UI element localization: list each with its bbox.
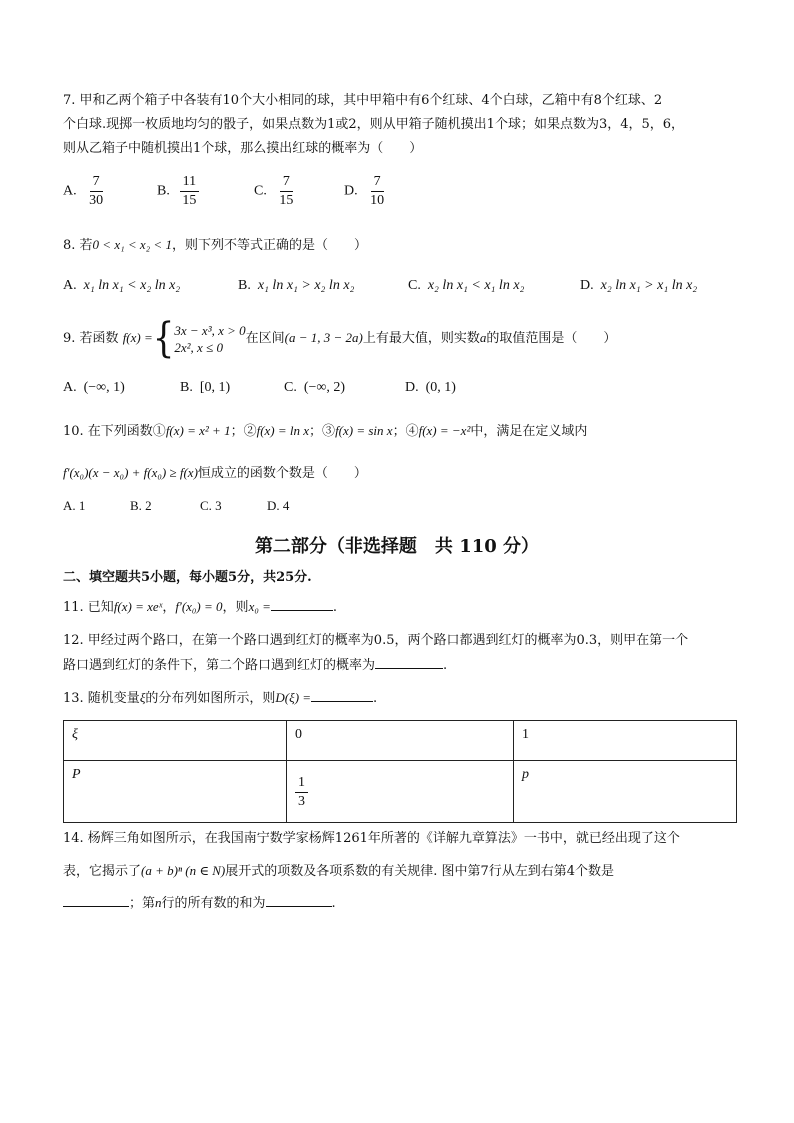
- q12-line-2: 路口遇到红灯的条件下，第二个路口遇到红灯的概率为 .: [63, 658, 448, 673]
- q13-answer-blank[interactable]: [311, 689, 373, 702]
- q10-inequality: f′(x₀)(x − x₀) + f(x₀) ≥ f(x): [63, 465, 198, 480]
- q11-answer-blank[interactable]: [271, 598, 333, 611]
- q14-line-1: 14. 杨辉三角如图所示，在我国南宁数学家杨辉1261年所著的《详解九章算法》一书中，就已经出现了这个: [63, 831, 680, 846]
- left-brace-icon: {: [152, 314, 175, 363]
- option-fraction: $\frac{7}{10}$: [370, 174, 385, 208]
- q8-stem: 8. 若0 < x₁ < x₂ < 1，则下列不等式正确的是（ ）: [63, 237, 367, 253]
- fraction: $\frac{1}{3}$: [295, 775, 308, 810]
- q10-line-1: 10. 在下列函数①f(x) = x² + 1；②f(x) = ln x；③f(x) = sin x；④f(x) = −x²中，满足在定义域内: [63, 423, 588, 439]
- q8-option-d[interactable]: D. x₂ ln x₁ > x₁ ln x₂: [580, 278, 698, 293]
- q9-option-d[interactable]: D. (0, 1): [405, 380, 456, 395]
- distribution-table: [63, 720, 737, 823]
- q7-option-a[interactable]: [63, 174, 106, 209]
- q13-stem: 13. 随机变量ξ的分布列如图所示，则D(ξ) = .: [63, 690, 378, 706]
- option-label: A.: [63, 183, 77, 199]
- table-cell-prob-1: p: [514, 761, 737, 823]
- option-fraction: $\frac{11}{15}$: [179, 174, 199, 209]
- q7-line-1: 7. 甲和乙两个箱子中各装有10个大小相同的球，其中甲箱中有6个红球、4个白球，乙箱中有8个红球、2: [63, 93, 663, 108]
- table-cell-prob-0: [287, 761, 514, 823]
- q10-option-c[interactable]: C. 3: [200, 498, 222, 513]
- q14-answer-blank-2[interactable]: [266, 894, 332, 907]
- q9-stem: 9. 若函数 f(x) ={ 3x − x³, x > 0 2x², x ≤ 0 在区间(a − 1, 3 − 2a)上有最大值，则实数a的取值范围是（ ）: [63, 314, 617, 363]
- option-label: B.: [157, 183, 170, 199]
- q14-line-3: ；第n行的所有数的和为 .: [63, 894, 336, 913]
- q10-option-b[interactable]: B. 2: [130, 498, 152, 513]
- q12-line-1: 12. 甲经过两个路口，在第一个路口遇到红灯的概率为0.5，两个路口都遇到红灯的概率为0.3，则甲在第一个: [63, 633, 689, 648]
- q14-binomial: (a + b)ⁿ (n ∈ N): [141, 863, 226, 878]
- q9-function-name: f(x) =: [122, 330, 153, 345]
- q7-line-2: 个白球.现掷一枚质地均匀的骰子，如果点数为1或2，则从甲箱子随机摸出1个球；如果点数为3，4，5，6，: [63, 117, 685, 132]
- table-row: [64, 721, 737, 761]
- part-two-title: 第二部分（非选择题 共 110 分）: [254, 536, 540, 557]
- table-cell-xi: ξ: [64, 721, 287, 761]
- q11-stem: 11. 已知f(x) = xeˣ，f′(x₀) = 0，则x₀ = .: [63, 599, 338, 615]
- option-label: C.: [254, 183, 267, 199]
- section-heading: 二、填空题共5小题，每小题5分，共25分.: [63, 570, 312, 585]
- table-cell-p-label: P: [64, 761, 287, 823]
- table-cell-value-1: 1: [514, 721, 737, 761]
- q10-option-a[interactable]: A. 1: [63, 498, 86, 513]
- option-label: D.: [344, 183, 358, 199]
- q8-option-c[interactable]: C. x₂ ln x₁ < x₁ ln x₂: [408, 278, 525, 293]
- table-cell-value-0: 0: [287, 721, 514, 761]
- q10-line-2: f′(x₀)(x − x₀) + f(x₀) ≥ f(x)恒成立的函数个数是（ ）: [63, 465, 367, 481]
- q12-answer-blank[interactable]: [375, 656, 443, 669]
- q8-option-b[interactable]: B. x₁ ln x₁ > x₂ ln x₂: [238, 278, 355, 293]
- q9-option-a[interactable]: A. (−∞, 1): [63, 380, 125, 395]
- q10-option-d[interactable]: D. 4: [267, 498, 290, 513]
- q9-piecewise: 3x − x³, x > 0 2x², x ≤ 0: [174, 322, 246, 355]
- option-fraction: $\frac{7}{15}$: [279, 174, 294, 208]
- q14-answer-blank-1[interactable]: [63, 894, 129, 907]
- q7-option-d[interactable]: [344, 174, 387, 209]
- table-row: [64, 761, 737, 823]
- q9-option-c[interactable]: C. (−∞, 2): [284, 380, 346, 395]
- q7-option-b[interactable]: [157, 174, 199, 209]
- q8-option-a[interactable]: A. x₁ ln x₁ < x₂ ln x₂: [63, 278, 181, 293]
- q7-option-c[interactable]: [254, 174, 296, 209]
- q7-line-3: 则从乙箱子中随机摸出1个球，那么摸出红球的概率为（ ）: [63, 141, 423, 156]
- q14-line-2: 表，它揭示了(a + b)ⁿ (n ∈ N)展开式的项数及各项系数的有关规律. 图中第7行从左到右第4个数是: [63, 863, 615, 879]
- option-fraction: $\frac{7}{30}$: [89, 174, 104, 208]
- q8-condition: 0 < x₁ < x₂ < 1: [92, 237, 172, 252]
- q9-option-b[interactable]: B. [0, 1): [180, 380, 231, 395]
